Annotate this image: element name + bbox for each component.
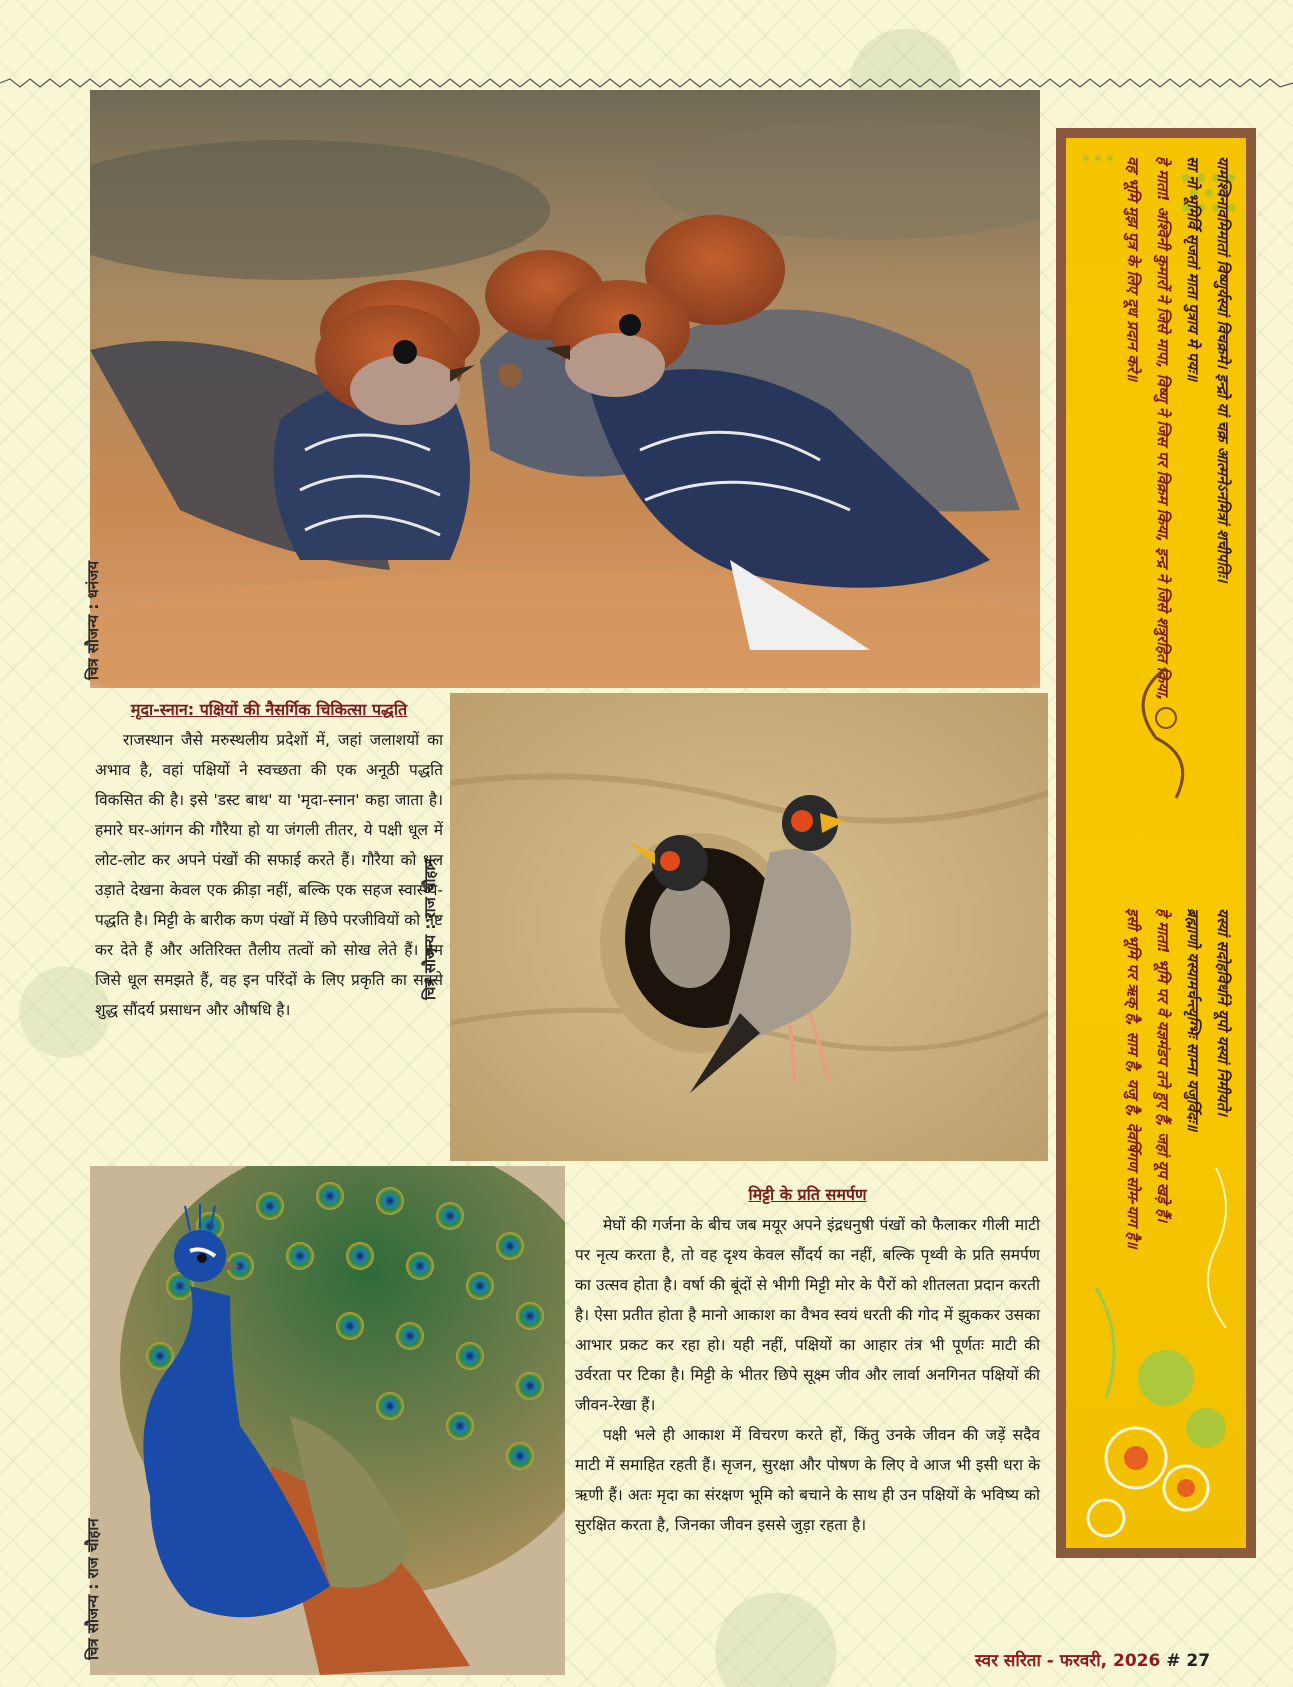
verse-sidebar [1066,138,1246,1548]
article-dust-bath-heading: मृदा-स्नान: पक्षियों की नैसर्गिक चिकित्सा पद्धति [130,700,408,719]
page-number: # 27 [1166,1651,1211,1671]
swallows-photo-credit: चित्र सौजन्य : धनंजय [84,560,102,680]
myna-photo [450,693,1048,1161]
verse-2-line-3: हे माता! भूमि पर वे यज्ञमंडप तने हुए हैं, जहां यूप खड़े हैं। [1154,908,1172,1222]
verse-1-line-2: सा नो भूमिर्वि सृजतां माता पुत्राय मे पयः॥ [1184,156,1202,382]
article-soil-devotion-para-2: पक्षी भले ही आकाश में विचरण करते हों, किंतु उनके जीवन की जड़ें सदैव माटी में समाहित रहती हैं। सृजन, सुरक्षा और पोषण के लिए वे आज भी इसी धरा के ऋणी हैं। अतः मृदा का संरक्षण भूमि को बचाने के साथ ही उन पक्षियों के भविष्य को सुरक्षित करता है, जिनका जीवन इससे जुड़ा रहता है। [575,1426,1040,1534]
swallows-photo [90,90,1040,688]
article-soil-devotion-para-1: मेघों की गर्जना के बीच जब मयूर अपने इंद्रधनुषी पंखों को फैलाकर गीली माटी पर नृत्य करता है, तो वह दृश्य केवल सौंदर्य का नहीं, बल्कि पृथ्वी के प्रति समर्पण का उत्सव होता है। वर्षा की बूंदों से भीगी मिट्टी मोर के पैरों को शीतलता प्रदान करती है। ऐसा प्रतीत होता है मानो आकाश का वैभव स्वयं धरती की गोद में झुककर उसका आभार प्रकट कर रहा हो। यही नहीं, पक्षियों का आहार तंत्र भी पूर्णतः माटी की उर्वरता पर टिका है। मिट्टी के भीतर छिपे सूक्ष्म जीव और लार्वा अनगिनत पक्षियों की जीवन-रेखा हैं। [575,1216,1040,1414]
myna-photo-credit: चित्र सौजन्य : राज चौहान [421,858,439,1000]
verse-block-2 [1118,908,1238,1248]
top-divider [0,78,1293,88]
article-soil-devotion [575,1180,1040,1540]
article-soil-devotion-heading: मिट्टी के प्रति समर्पण [748,1185,867,1204]
verse-1-line-1: यामश्विनावमिमातां विष्णुर्यस्यां विचक्रमे। इन्द्रो यां चक्र आत्मनेऽनमित्रां शचीपतिः। [1214,156,1232,583]
peacock-photo-credit: चित्र सौजन्य : राज चौहान [84,1518,102,1660]
magazine-issue: स्वर सरिता - फरवरी, 2026 [975,1651,1161,1671]
verse-1-line-3: हे माता! अश्विनी कुमारों ने जिसे मापा, विष्णु ने जिस पर विक्रम किया, इन्द्र ने जिसे शत्रुरहित किया, [1154,156,1172,701]
verse-2-line-2: ब्रह्माणो यस्यामर्चन्त्यृग्भिः साम्ना यजुर्विदः॥ [1184,908,1202,1132]
verse-block-1 [1118,156,1238,701]
peacock-photo [90,1166,565,1675]
verse-2-line-4: इसी भूमि पर ऋक् है, साम है, यजु है, देवर्षिगण सोम-याग है॥ [1124,908,1142,1249]
article-dust-bath-body: राजस्थान जैसे मरुस्थलीय प्रदेशों में, जहां जलाशयों का अभाव है, वहां पक्षियों ने स्वच्छता की एक अनूठी पद्धति विकसित की है। इसे 'डस्ट बाथ' या 'मृदा-स्नान' कहा जाता है। हमारे घर-आंगन की गौरैया हो या जंगली तीतर, ये पक्षी धूल में लोट-लोट कर अपने पंखों की सफाई करते हैं। गौरैया को धूल उड़ाते देखना केवल एक क्रीड़ा नहीं, बल्कि एक सहज स्वास्थ्य-पद्धति है। मिट्टी के बारीक कण पंखों में छिपे परजीवियों को नष्ट कर देते हैं और अतिरिक्त तैलीय तत्वों को सोख लेते हैं। हम जिसे धूल समझते हैं, वह इन परिंदों के लिए प्रकृति का सबसे शुद्ध सौंदर्य प्रसाधन और औषधि है। [95,731,443,1019]
verse-2-line-1: यस्यां सदोहविर्धाने यूपो यस्यां निमीयते। [1214,908,1232,1116]
verse-1-line-4: वह भूमि मुझ पुत्र के लिए दूध प्रदान करे॥ [1124,156,1142,382]
article-dust-bath [95,695,443,1025]
page-footer [975,1648,1210,1671]
